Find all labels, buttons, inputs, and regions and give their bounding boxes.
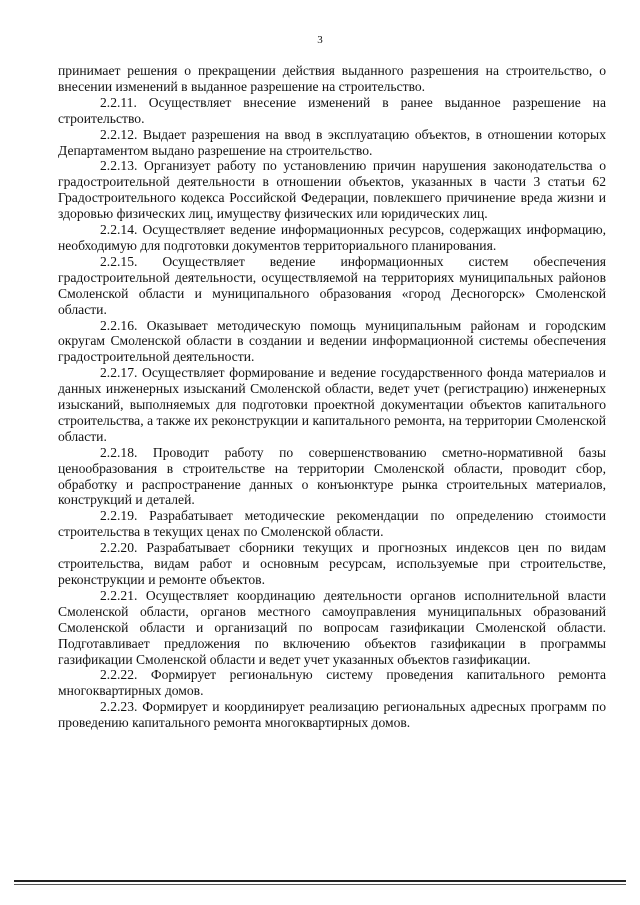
paragraph-2-2-19: 2.2.19. Разрабатывает методические рекомендации по определению стоимости строительства в текущих ценах по Смоленской области. [58,508,606,540]
paragraph-continuation: принимает решения о прекращении действия выданного разрешения на строительство, о внесении изменений в выданное разрешение на строительство. [58,63,606,94]
paragraph-2-2-22: 2.2.22. Формирует региональную систему проведения капитального ремонта многоквартирных домов. [58,667,606,699]
paragraph-2-2-17: 2.2.17. Осуществляет формирование и ведение государственного фонда материалов и данных инженерных изысканий Смоленской области, ведет учет (регистрацию) инженерных изысканий, выполняемых для подготовки проектной документации объектов капитального строительства, а также их реконструкции и капитального ремонта, на территории Смоленской области. [58,365,606,444]
paragraph-2-2-12: 2.2.12. Выдает разрешения на ввод в эксплуатацию объектов, в отношении которых Департаментом выдано разрешение на строительство. [58,126,606,158]
document-body [58,63,606,731]
paragraph-2-2-13: 2.2.13. Организует работу по установлению причин нарушения законодательства о градостроительной деятельности в отношении объектов, указанных в части 3 статьи 62 Градостроительного кодекса Российской Федерации, повлекшего причинение вреда жизни и здоровью физических лиц, имуществу физических или юридических лиц. [58,158,606,222]
bottom-divider [14,880,626,882]
paragraph-2-2-23: 2.2.23. Формирует и координирует реализацию региональных адресных программ по проведению капитального ремонта многоквартирных домов. [58,699,606,731]
paragraph-2-2-11: 2.2.11. Осуществляет внесение изменений в ранее выданное разрешение на строительство. [58,94,606,126]
page-number: 3 [317,34,323,46]
paragraph-2-2-15: 2.2.15. Осуществляет ведение информационных систем обеспечения градостроительной деятельности, осуществляемой на территориях муниципальных районов Смоленской области и муниципального образования «город Десногорск» Смоленской области. [58,253,606,317]
bottom-divider-thin [14,884,626,885]
paragraph-2-2-14: 2.2.14. Осуществляет ведение информационных ресурсов, содержащих информацию, необходимую для подготовки документов территориального планирования. [58,222,606,253]
paragraph-2-2-20: 2.2.20. Разрабатывает сборники текущих и прогнозных индексов цен по видам строительства, видам работ и основным ресурсам, используемые при строительстве, реконструкции и ремонте объектов. [58,540,606,587]
paragraph-2-2-21: 2.2.21. Осуществляет координацию деятельности органов исполнительной власти Смоленской области, органов местного самоуправления муниципальных образований Смоленской области и организаций по вопросам газификации Смоленской области. Подготавливает предложения по включению объектов газификации в программы газификации Смоленской области и ведет учет указанных объектов газификации. [58,587,606,667]
paragraph-2-2-16: 2.2.16. Оказывает методическую помощь муниципальным районам и городским округам Смоленской области в создании и ведении информационной системы обеспечения градостроительной деятельности. [58,317,606,365]
paragraph-2-2-18: 2.2.18. Проводит работу по совершенствованию сметно-нормативной базы ценообразования в строительстве на территории Смоленской области, проводит сбор, обработку и распространение данных о конъюнктуре рынка строительных материалов, конструкций и деталей. [58,444,606,508]
